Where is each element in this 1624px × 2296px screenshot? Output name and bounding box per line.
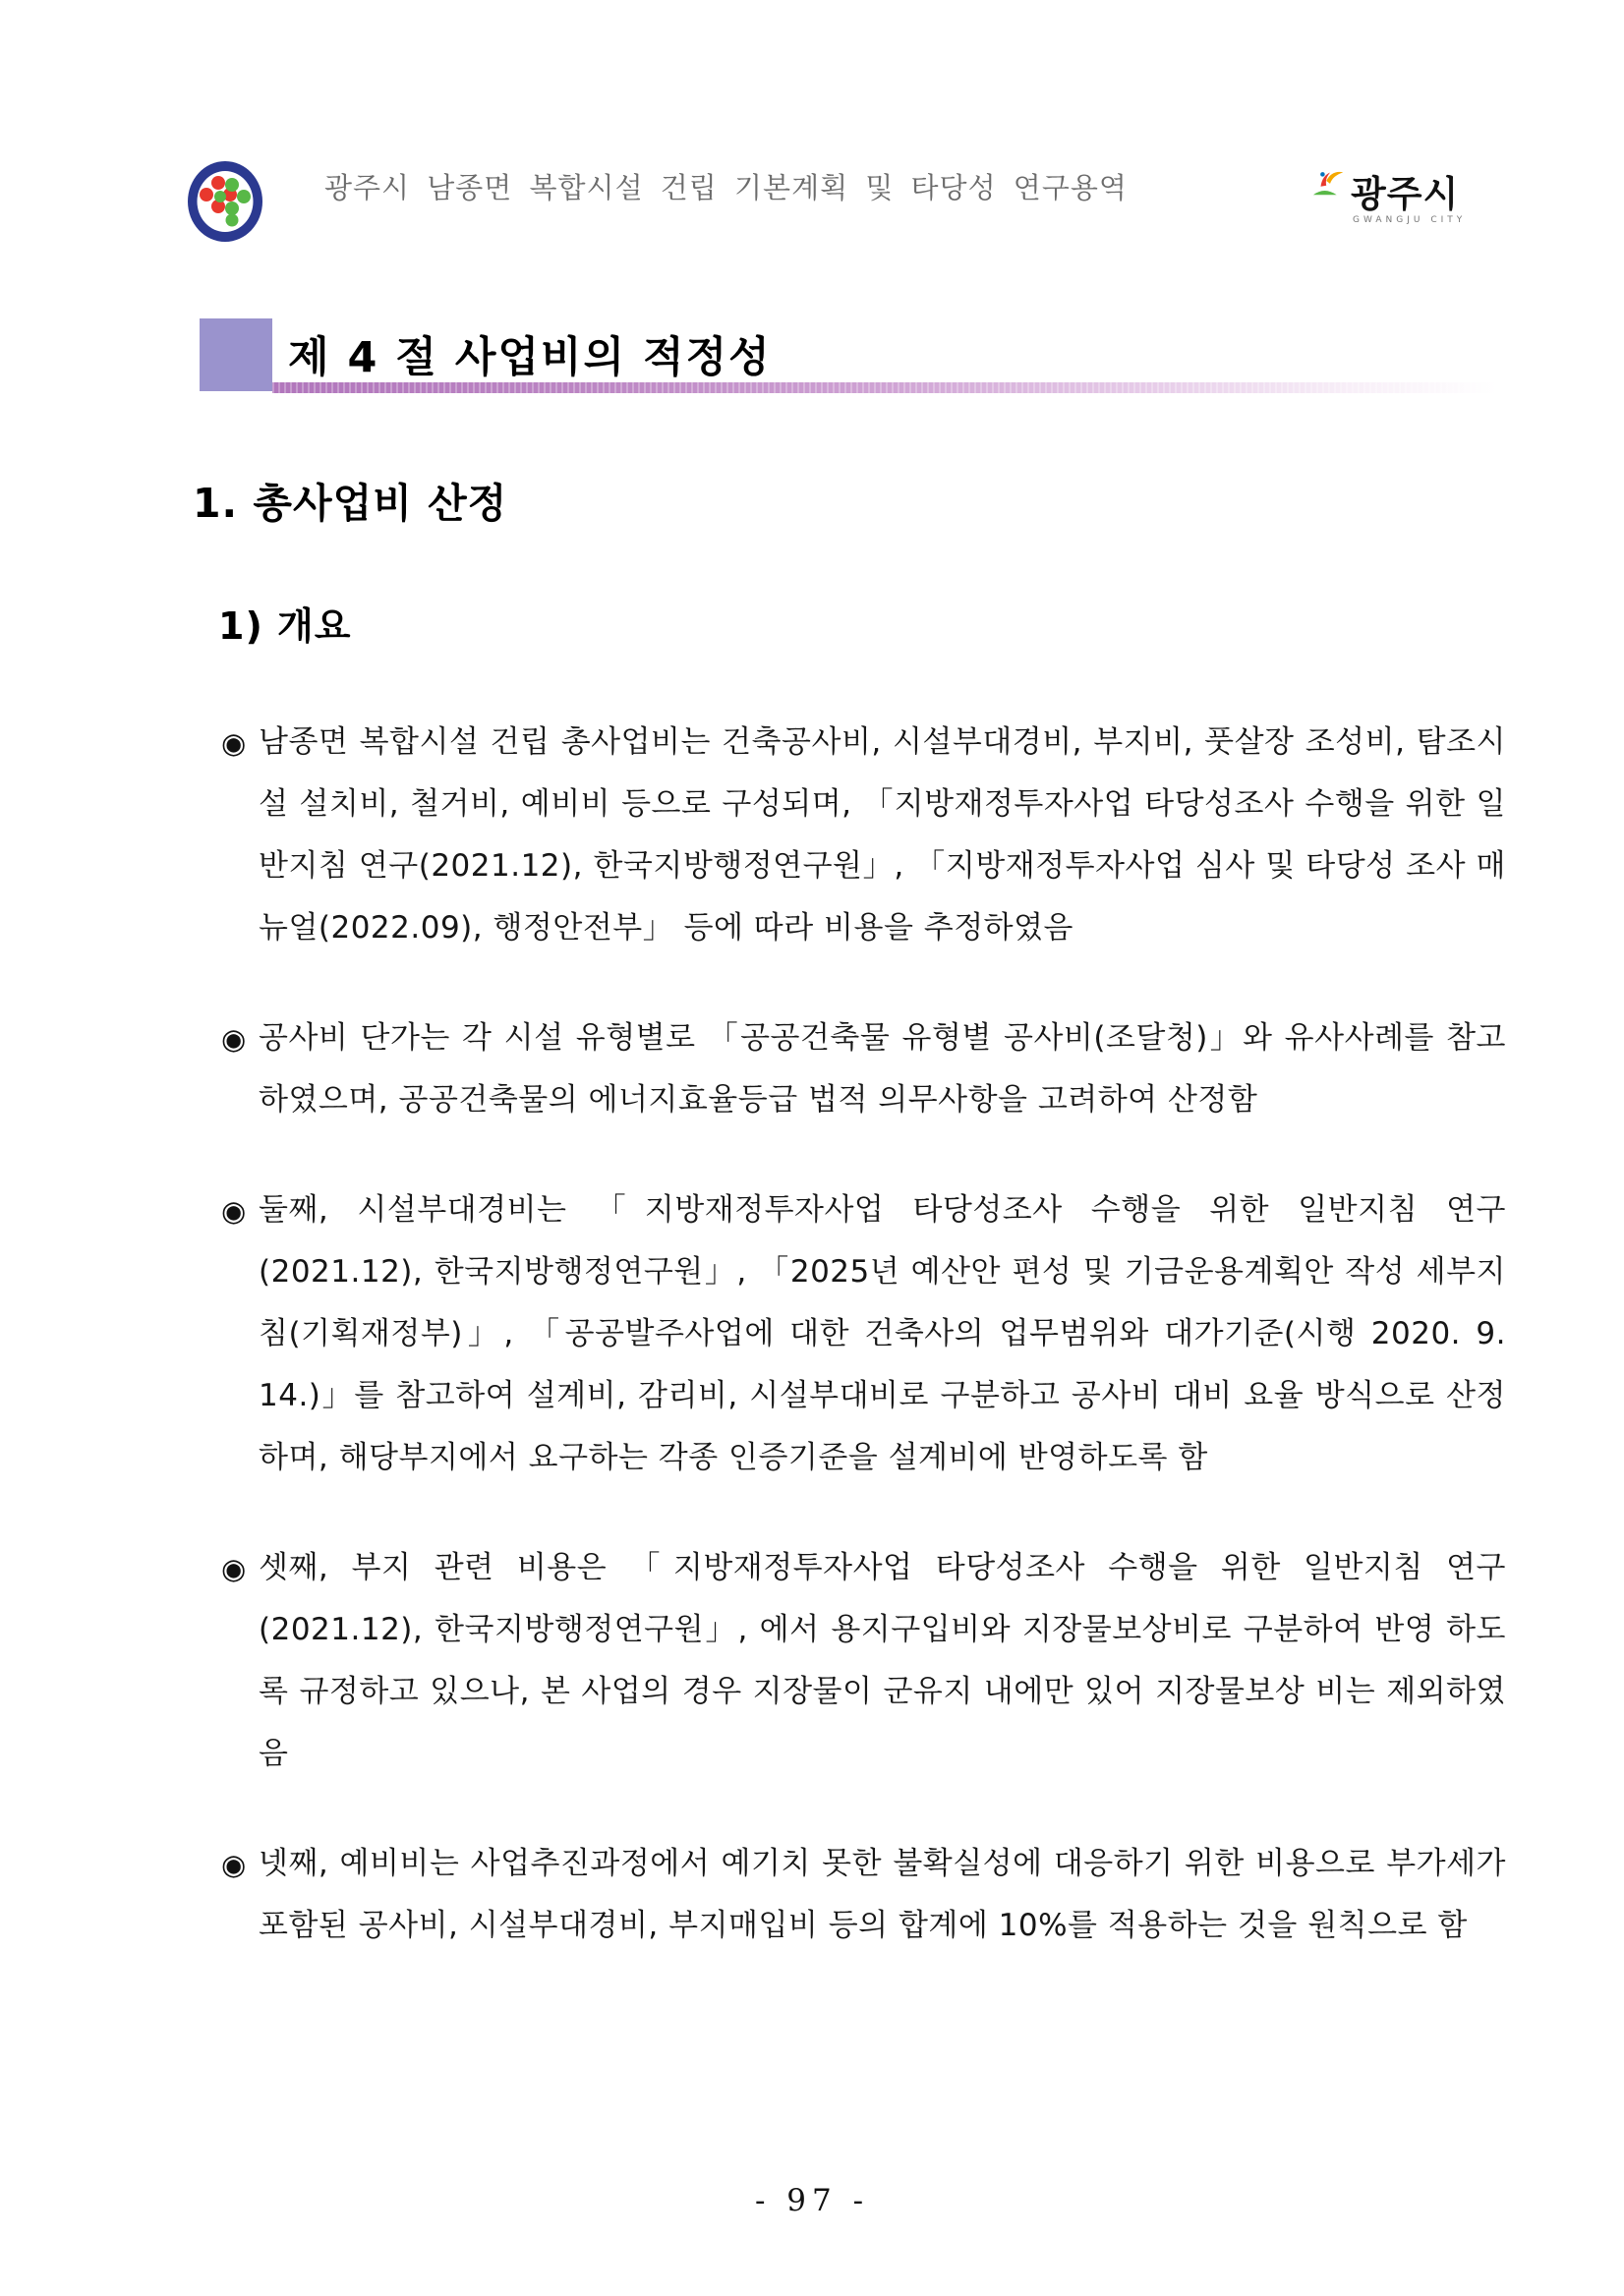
bullet-icon: ◉ xyxy=(221,1194,247,1228)
bullet-item xyxy=(221,1179,1506,1489)
gwangju-bird-icon xyxy=(1311,165,1349,199)
section-accent-square xyxy=(200,318,272,391)
bullet-item xyxy=(221,1833,1506,1957)
bullet-text: 공사비 단가는 각 시설 유형별로 「공공건축물 유형별 공사비(조달청)」와 유사사례를 참고하였으며, 공공건축물의 에너지효율등급 법적 의무사항을 고려하여 산정함 xyxy=(259,1020,1506,1118)
running-header-title: 광주시 남종면 복합시설 건립 기본계획 및 타당성 연구용역 xyxy=(324,171,1128,204)
bullet-item xyxy=(221,1537,1506,1785)
county-emblem-icon xyxy=(186,159,264,244)
bullet-text: 둘째, 시설부대경비는 「지방재정투자사업 타당성조사 수행을 위한 일반지침 연구 (2021.12), 한국지방행정연구원」, 「2025년 예산안 편성 및 기금운용계획안 작성 세부지침(기획재정부)」, 「공공발주사업에 대한 건축사의 업무범위와 대가기준(시행 2020. 9. 14.)」를 참고하여 설계비, 감리비, 시설부대비로 구분하고 공사비 대비 요율 방식으로 산정하며, 해당부지에서 요구하는 각종 인증기준을 설계비에 반영하도록 함 xyxy=(259,1192,1506,1475)
bullet-text: 셋째, 부지 관련 비용은 「지방재정투자사업 타당성조사 수행을 위한 일반지침 연구 (2021.12), 한국지방행정연구원」, 에서 용지구입비와 지장물보상비로 구분하여 반영 하도록 규정하고 있으나, 본 사업의 경우 지장물이 군유지 내에만 있어 지장물보상 비는 제외하였음 xyxy=(259,1550,1506,1771)
bullet-icon: ◉ xyxy=(221,1552,247,1585)
bullet-item xyxy=(221,712,1506,959)
section-divider-bar xyxy=(272,382,1497,393)
bullet-item xyxy=(221,1007,1506,1131)
gwangju-logo-subtitle: GWANGJU CITY xyxy=(1353,215,1467,225)
bullet-icon: ◉ xyxy=(221,1022,247,1056)
heading-total-cost: 1. 총사업비 산정 xyxy=(193,480,508,527)
bullet-icon: ◉ xyxy=(221,1848,247,1881)
gwangju-logo-text: 광주시 xyxy=(1351,173,1460,215)
gwangju-city-logo xyxy=(1311,165,1498,225)
page-number: - 97 - xyxy=(754,2183,870,2218)
bullet-icon: ◉ xyxy=(221,726,247,760)
bullet-text: 넷째, 예비비는 사업추진과정에서 예기치 못한 불확실성에 대응하기 위한 비용으로 부가세가 포함된 공사비, 시설부대경비, 부지매입비 등의 합계에 10%를 적용하는 것을 원칙으로 함 xyxy=(259,1846,1506,1943)
bullet-text: 남종면 복합시설 건립 총사업비는 건축공사비, 시설부대경비, 부지비, 풋살장 조성비, 탐조시설 설치비, 철거비, 예비비 등으로 구성되며, 「지방재정투자사업 타당성조사 수행을 위한 일반지침 연구(2021.12), 한국지방행정연구원」, 「지방재정투자사업 심사 및 타당성 조사 매뉴얼(2022.09), 행정안전부」 등에 따라 비용을 추정하였음 xyxy=(259,724,1506,946)
heading-overview: 1) 개요 xyxy=(218,604,352,648)
section-title: 제 4 절 사업비의 적정성 xyxy=(288,333,772,382)
overview-bullet-list xyxy=(221,712,1506,1957)
